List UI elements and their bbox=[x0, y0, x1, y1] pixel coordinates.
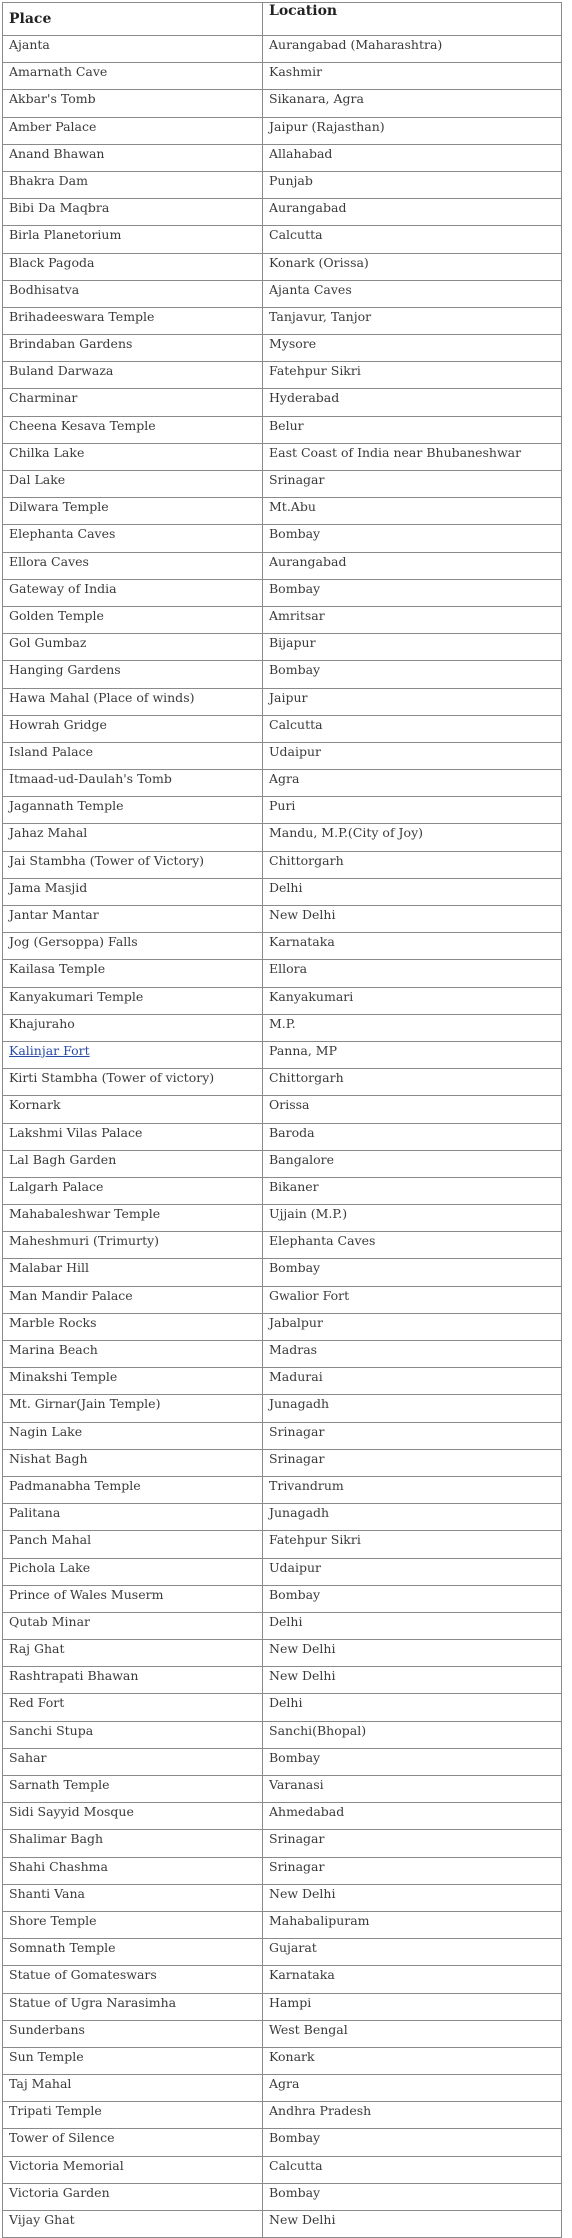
place-cell: Sanchi Stupa bbox=[3, 1721, 263, 1748]
place-cell: Cheena Kesava Temple bbox=[3, 416, 263, 443]
location-cell: Srinagar bbox=[263, 471, 562, 498]
table-row bbox=[3, 1640, 562, 1667]
place-cell: Nagin Lake bbox=[3, 1422, 263, 1449]
place-cell: Pichola Lake bbox=[3, 1558, 263, 1585]
place-cell: Kirti Stambha (Tower of victory) bbox=[3, 1069, 263, 1096]
place-cell: Rashtrapati Bhawan bbox=[3, 1667, 263, 1694]
location-cell: Ujjain (M.P.) bbox=[263, 1205, 562, 1232]
place-cell: Kornark bbox=[3, 1096, 263, 1123]
location-cell: Sanchi(Bhopal) bbox=[263, 1721, 562, 1748]
location-cell: Bikaner bbox=[263, 1177, 562, 1204]
location-cell: Punjab bbox=[263, 171, 562, 198]
location-cell: Aurangabad (Maharashtra) bbox=[263, 36, 562, 63]
place-cell: Victoria Garden bbox=[3, 2183, 263, 2210]
place-cell: Jama Masjid bbox=[3, 878, 263, 905]
place-cell: Bodhisatva bbox=[3, 280, 263, 307]
table-row bbox=[3, 1966, 562, 1993]
place-cell: Jai Stambha (Tower of Victory) bbox=[3, 851, 263, 878]
place-cell: Nishat Bagh bbox=[3, 1449, 263, 1476]
table-row bbox=[3, 1395, 562, 1422]
table-row bbox=[3, 688, 562, 715]
table-row bbox=[3, 1667, 562, 1694]
location-cell: Gujarat bbox=[263, 1939, 562, 1966]
table-row bbox=[3, 2156, 562, 2183]
place-cell: Charminar bbox=[3, 389, 263, 416]
place-cell: Sahar bbox=[3, 1748, 263, 1775]
place-cell: Shalimar Bagh bbox=[3, 1830, 263, 1857]
place-cell: Amarnath Cave bbox=[3, 63, 263, 90]
location-cell: Mahabalipuram bbox=[263, 1911, 562, 1938]
place-cell: Brihadeeswara Temple bbox=[3, 307, 263, 334]
location-cell: Agra bbox=[263, 770, 562, 797]
place-cell: Buland Darwaza bbox=[3, 362, 263, 389]
table-body bbox=[3, 36, 562, 2238]
table-row bbox=[3, 1830, 562, 1857]
table-row bbox=[3, 606, 562, 633]
table-row bbox=[3, 1585, 562, 1612]
table-row bbox=[3, 1857, 562, 1884]
location-cell: Baroda bbox=[263, 1123, 562, 1150]
location-cell: Jabalpur bbox=[263, 1313, 562, 1340]
table-row bbox=[3, 1150, 562, 1177]
location-cell: East Coast of India near Bhubaneshwar bbox=[263, 443, 562, 470]
location-cell: Panna, MP bbox=[263, 1041, 562, 1068]
location-cell: Chittorgarh bbox=[263, 1069, 562, 1096]
table-row bbox=[3, 824, 562, 851]
location-cell: Srinagar bbox=[263, 1830, 562, 1857]
location-cell: Udaipur bbox=[263, 1558, 562, 1585]
table-row bbox=[3, 715, 562, 742]
table-row bbox=[3, 1177, 562, 1204]
table-row bbox=[3, 1205, 562, 1232]
location-cell: Calcutta bbox=[263, 226, 562, 253]
place-cell: Lalgarh Palace bbox=[3, 1177, 263, 1204]
place-cell: Kailasa Temple bbox=[3, 960, 263, 987]
location-cell: Orissa bbox=[263, 1096, 562, 1123]
place-cell: Jahaz Mahal bbox=[3, 824, 263, 851]
table-row bbox=[3, 525, 562, 552]
location-cell: Andhra Pradesh bbox=[263, 2102, 562, 2129]
table-row bbox=[3, 1531, 562, 1558]
table-row bbox=[3, 770, 562, 797]
place-cell: Vijay Ghat bbox=[3, 2211, 263, 2238]
location-cell: Junagadh bbox=[263, 1395, 562, 1422]
table-row bbox=[3, 362, 562, 389]
table-row bbox=[3, 1803, 562, 1830]
location-cell: Bombay bbox=[263, 2183, 562, 2210]
table-row bbox=[3, 2047, 562, 2074]
place-cell: Red Fort bbox=[3, 1694, 263, 1721]
table-row bbox=[3, 1313, 562, 1340]
place-cell: Ellora Caves bbox=[3, 552, 263, 579]
table-row bbox=[3, 2020, 562, 2047]
table-row bbox=[3, 199, 562, 226]
place-cell: Sun Temple bbox=[3, 2047, 263, 2074]
place-cell: Statue of Gomateswars bbox=[3, 1966, 263, 1993]
location-cell: Bangalore bbox=[263, 1150, 562, 1177]
place-cell: Marina Beach bbox=[3, 1341, 263, 1368]
location-cell: Delhi bbox=[263, 878, 562, 905]
location-cell: Mandu, M.P.(City of Joy) bbox=[263, 824, 562, 851]
table-row bbox=[3, 1694, 562, 1721]
table-row bbox=[3, 117, 562, 144]
table-row bbox=[3, 1368, 562, 1395]
table-row bbox=[3, 471, 562, 498]
location-cell: Bombay bbox=[263, 525, 562, 552]
place-cell: Somnath Temple bbox=[3, 1939, 263, 1966]
table-row bbox=[3, 253, 562, 280]
place-cell: Jagannath Temple bbox=[3, 797, 263, 824]
location-cell: Puri bbox=[263, 797, 562, 824]
place-cell: Taj Mahal bbox=[3, 2075, 263, 2102]
location-cell: Konark bbox=[263, 2047, 562, 2074]
table-row bbox=[3, 63, 562, 90]
place-cell: Maheshmuri (Trimurty) bbox=[3, 1232, 263, 1259]
place-cell: Tripati Temple bbox=[3, 2102, 263, 2129]
place-cell: Sunderbans bbox=[3, 2020, 263, 2047]
place-cell: Amber Palace bbox=[3, 117, 263, 144]
location-cell: Bombay bbox=[263, 579, 562, 606]
table-row bbox=[3, 579, 562, 606]
location-cell: New Delhi bbox=[263, 906, 562, 933]
table-row bbox=[3, 416, 562, 443]
place-cell: Black Pagoda bbox=[3, 253, 263, 280]
table-row bbox=[3, 1939, 562, 1966]
place-cell: Hanging Gardens bbox=[3, 661, 263, 688]
place-cell: Kanyakumari Temple bbox=[3, 987, 263, 1014]
location-cell: Hampi bbox=[263, 1993, 562, 2020]
table-row bbox=[3, 960, 562, 987]
place-cell: Statue of Ugra Narasimha bbox=[3, 1993, 263, 2020]
location-cell: New Delhi bbox=[263, 1667, 562, 1694]
location-cell: Fatehpur Sikri bbox=[263, 1531, 562, 1558]
table-row bbox=[3, 987, 562, 1014]
location-cell: New Delhi bbox=[263, 1640, 562, 1667]
places-table bbox=[2, 2, 562, 2238]
table-row bbox=[3, 307, 562, 334]
place-cell: Anand Bhawan bbox=[3, 144, 263, 171]
table-row bbox=[3, 2129, 562, 2156]
location-cell: Ahmedabad bbox=[263, 1803, 562, 1830]
place-cell: Mahabaleshwar Temple bbox=[3, 1205, 263, 1232]
location-cell: Srinagar bbox=[263, 1422, 562, 1449]
location-cell: Fatehpur Sikri bbox=[263, 362, 562, 389]
location-cell: Varanasi bbox=[263, 1776, 562, 1803]
place-cell: Elephanta Caves bbox=[3, 525, 263, 552]
place-cell: Brindaban Gardens bbox=[3, 335, 263, 362]
column-header-place: Place bbox=[3, 3, 263, 36]
table-row bbox=[3, 797, 562, 824]
place-cell: Man Mandir Palace bbox=[3, 1286, 263, 1313]
place-cell: Howrah Gridge bbox=[3, 715, 263, 742]
place-cell: Minakshi Temple bbox=[3, 1368, 263, 1395]
table-row bbox=[3, 498, 562, 525]
header-row bbox=[3, 3, 562, 36]
location-cell: Sikanara, Agra bbox=[263, 90, 562, 117]
location-cell: West Bengal bbox=[263, 2020, 562, 2047]
table-row bbox=[3, 389, 562, 416]
location-cell: Ajanta Caves bbox=[263, 280, 562, 307]
location-cell: Belur bbox=[263, 416, 562, 443]
place-cell: Jantar Mantar bbox=[3, 906, 263, 933]
table-row bbox=[3, 171, 562, 198]
location-cell: Chittorgarh bbox=[263, 851, 562, 878]
place-cell: Mt. Girnar(Jain Temple) bbox=[3, 1395, 263, 1422]
place-cell: Itmaad-ud-Daulah's Tomb bbox=[3, 770, 263, 797]
place-cell: Khajuraho bbox=[3, 1014, 263, 1041]
place-cell: Lakshmi Vilas Palace bbox=[3, 1123, 263, 1150]
location-cell: Udaipur bbox=[263, 742, 562, 769]
location-cell: Kashmir bbox=[263, 63, 562, 90]
table-row bbox=[3, 1232, 562, 1259]
location-cell: Hyderabad bbox=[263, 389, 562, 416]
location-cell: Tanjavur, Tanjor bbox=[263, 307, 562, 334]
place-cell: Gateway of India bbox=[3, 579, 263, 606]
place-cell: Palitana bbox=[3, 1504, 263, 1531]
table-row bbox=[3, 36, 562, 63]
table-row bbox=[3, 906, 562, 933]
location-cell: Jaipur (Rajasthan) bbox=[263, 117, 562, 144]
table-row bbox=[3, 1123, 562, 1150]
location-cell: Jaipur bbox=[263, 688, 562, 715]
location-cell: Konark (Orissa) bbox=[263, 253, 562, 280]
place-cell: Shore Temple bbox=[3, 1911, 263, 1938]
place-cell: Ajanta bbox=[3, 36, 263, 63]
table-row bbox=[3, 2183, 562, 2210]
table-row bbox=[3, 1776, 562, 1803]
place-cell: Jog (Gersoppa) Falls bbox=[3, 933, 263, 960]
location-cell: Junagadh bbox=[263, 1504, 562, 1531]
place-cell: Sidi Sayyid Mosque bbox=[3, 1803, 263, 1830]
location-cell: Bombay bbox=[263, 661, 562, 688]
location-cell: Madurai bbox=[263, 1368, 562, 1395]
place-cell: Panch Mahal bbox=[3, 1531, 263, 1558]
place-cell: Hawa Mahal (Place of winds) bbox=[3, 688, 263, 715]
place-cell: Prince of Wales Muserm bbox=[3, 1585, 263, 1612]
table-row bbox=[3, 1721, 562, 1748]
table-row bbox=[3, 1286, 562, 1313]
table-row bbox=[3, 2102, 562, 2129]
location-cell: Karnataka bbox=[263, 1966, 562, 1993]
table-row bbox=[3, 1884, 562, 1911]
table-row bbox=[3, 1911, 562, 1938]
place-cell: Lal Bagh Garden bbox=[3, 1150, 263, 1177]
location-cell: Agra bbox=[263, 2075, 562, 2102]
table-row bbox=[3, 1259, 562, 1286]
location-cell: Kanyakumari bbox=[263, 987, 562, 1014]
place-cell: Dilwara Temple bbox=[3, 498, 263, 525]
location-cell: Aurangabad bbox=[263, 552, 562, 579]
place-cell: Bibi Da Maqbra bbox=[3, 199, 263, 226]
place-cell: Bhakra Dam bbox=[3, 171, 263, 198]
table-row bbox=[3, 443, 562, 470]
place-cell: Malabar Hill bbox=[3, 1259, 263, 1286]
place-cell: Tower of Silence bbox=[3, 2129, 263, 2156]
location-cell: New Delhi bbox=[263, 1884, 562, 1911]
place-cell: Island Palace bbox=[3, 742, 263, 769]
table-row bbox=[3, 1422, 562, 1449]
location-cell: Elephanta Caves bbox=[263, 1232, 562, 1259]
table-row bbox=[3, 1748, 562, 1775]
location-cell: Aurangabad bbox=[263, 199, 562, 226]
place-cell: Padmanabha Temple bbox=[3, 1476, 263, 1503]
table-row bbox=[3, 851, 562, 878]
table-row bbox=[3, 742, 562, 769]
table-row bbox=[3, 634, 562, 661]
table-row bbox=[3, 661, 562, 688]
location-cell: Karnataka bbox=[263, 933, 562, 960]
table-row bbox=[3, 2075, 562, 2102]
place-cell: Raj Ghat bbox=[3, 1640, 263, 1667]
table-row bbox=[3, 1476, 562, 1503]
location-cell: Madras bbox=[263, 1341, 562, 1368]
place-cell: Shahi Chashma bbox=[3, 1857, 263, 1884]
place-cell: Chilka Lake bbox=[3, 443, 263, 470]
table-row bbox=[3, 1014, 562, 1041]
location-cell: M.P. bbox=[263, 1014, 562, 1041]
location-cell: Gwalior Fort bbox=[263, 1286, 562, 1313]
table-row bbox=[3, 1504, 562, 1531]
table-row bbox=[3, 1341, 562, 1368]
table-row bbox=[3, 1993, 562, 2020]
location-cell: Bombay bbox=[263, 1259, 562, 1286]
table-row bbox=[3, 280, 562, 307]
location-cell: Amritsar bbox=[263, 606, 562, 633]
place-cell: Gol Gumbaz bbox=[3, 634, 263, 661]
location-cell: Mysore bbox=[263, 335, 562, 362]
table-row bbox=[3, 90, 562, 117]
place-cell bbox=[3, 1041, 263, 1068]
table-row bbox=[3, 1612, 562, 1639]
location-cell: Srinagar bbox=[263, 1857, 562, 1884]
place-cell: Sarnath Temple bbox=[3, 1776, 263, 1803]
location-cell: Bombay bbox=[263, 1748, 562, 1775]
location-cell: New Delhi bbox=[263, 2211, 562, 2238]
location-cell: Bombay bbox=[263, 1585, 562, 1612]
table-row bbox=[3, 335, 562, 362]
location-cell: Allahabad bbox=[263, 144, 562, 171]
place-cell: Dal Lake bbox=[3, 471, 263, 498]
table-row bbox=[3, 226, 562, 253]
location-cell: Bombay bbox=[263, 2129, 562, 2156]
location-cell: Bijapur bbox=[263, 634, 562, 661]
location-cell: Calcutta bbox=[263, 2156, 562, 2183]
table-row bbox=[3, 144, 562, 171]
location-cell: Trivandrum bbox=[263, 1476, 562, 1503]
table-row bbox=[3, 1096, 562, 1123]
column-header-location: Location bbox=[263, 3, 562, 36]
place-cell: Shanti Vana bbox=[3, 1884, 263, 1911]
location-cell: Calcutta bbox=[263, 715, 562, 742]
location-cell: Ellora bbox=[263, 960, 562, 987]
place-cell: Qutab Minar bbox=[3, 1612, 263, 1639]
location-cell: Mt.Abu bbox=[263, 498, 562, 525]
place-cell: Marble Rocks bbox=[3, 1313, 263, 1340]
location-cell: Srinagar bbox=[263, 1449, 562, 1476]
place-cell: Victoria Memorial bbox=[3, 2156, 263, 2183]
table-row bbox=[3, 552, 562, 579]
location-cell: Delhi bbox=[263, 1694, 562, 1721]
table-row bbox=[3, 1558, 562, 1585]
place-link[interactable]: Kalinjar Fort bbox=[9, 1042, 90, 1058]
table-row bbox=[3, 933, 562, 960]
table-row bbox=[3, 1449, 562, 1476]
place-cell: Akbar's Tomb bbox=[3, 90, 263, 117]
table-row bbox=[3, 1069, 562, 1096]
location-cell: Delhi bbox=[263, 1612, 562, 1639]
place-cell: Golden Temple bbox=[3, 606, 263, 633]
table-row bbox=[3, 878, 562, 905]
table-row bbox=[3, 1041, 562, 1068]
place-cell: Birla Planetorium bbox=[3, 226, 263, 253]
